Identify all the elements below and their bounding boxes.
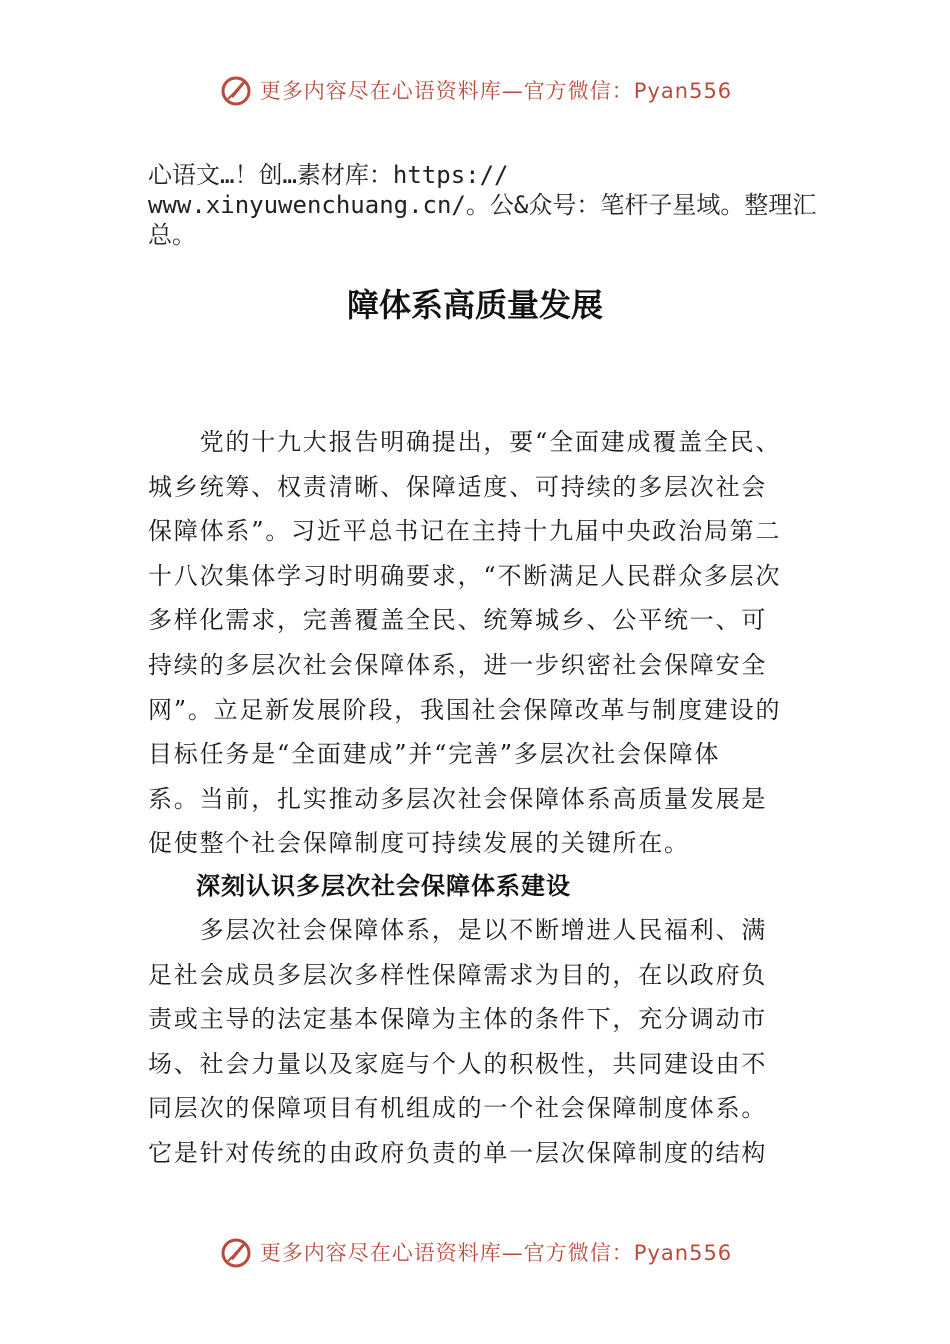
paragraph-line: 促使整个社会保障制度可持续发展的关键所在。 xyxy=(148,829,690,858)
paragraph-line: 系。当前，扎实推动多层次社会保障体系高质量发展是 xyxy=(148,784,768,813)
quill-seal-icon xyxy=(218,1234,254,1270)
paragraph-line: 多层次社会保障体系，是以不断增进人民福利、满 xyxy=(148,916,768,944)
paragraph-line: 持续的多层次社会保障体系，进一步织密社会保障安全 xyxy=(148,650,768,679)
paragraph-line: 多样化需求，完善覆盖全民、统筹城乡、公平统一、可 xyxy=(148,606,768,635)
paragraph-line: 足社会成员多层次多样性保障需求为目的，在以政府负 xyxy=(148,960,768,989)
paragraph-2 xyxy=(148,908,812,1176)
header-note-line: www.xinyuwenchuang.cn/。公&众号：笔杆子星域。整理汇 xyxy=(148,191,817,219)
banner-text: 更多内容尽在心语资料库—官方微信：Pyan556 xyxy=(259,79,733,103)
document-title: 障体系高质量发展 xyxy=(346,286,603,324)
paragraph-line: 党的十九大报告明确提出，要“全面建成覆盖全民、 xyxy=(148,428,782,456)
paragraph-line: 同层次的保障项目有机组成的一个社会保障制度体系。 xyxy=(148,1094,768,1123)
paragraph-line: 保障体系”。习近平总书记在主持十九届中央政治局第二 xyxy=(148,517,782,546)
header-note-line: 心语文…！创…素材库：https:// xyxy=(148,161,509,189)
paragraph-line: 目标任务是“全面建成”并“完善”多层次社会保障体 xyxy=(148,740,721,769)
section-heading: 深刻认识多层次社会保障体系建设 xyxy=(196,872,571,900)
paragraph-line: 网”。立足新发展阶段，我国社会保障改革与制度建设的 xyxy=(148,695,782,724)
header-note-line: 总。 xyxy=(148,221,196,249)
top-banner xyxy=(0,72,950,108)
quill-seal-icon xyxy=(218,72,254,108)
banner-text: 更多内容尽在心语资料库—官方微信：Pyan556 xyxy=(259,1241,733,1265)
paragraph-line: 十八次集体学习时明确要求，“不断满足人民群众多层次 xyxy=(148,561,782,590)
paragraph-1 xyxy=(148,420,812,866)
bottom-banner xyxy=(0,1234,950,1270)
paragraph-line: 它是针对传统的由政府负责的单一层次保障制度的结构 xyxy=(148,1138,768,1167)
paragraph-line: 场、社会力量以及家庭与个人的积极性，共同建设由不 xyxy=(148,1049,768,1078)
paragraph-line: 责或主导的法定基本保障为主体的条件下，充分调动市 xyxy=(148,1005,768,1034)
paragraph-line: 城乡统筹、权责清晰、保障适度、可持续的多层次社会 xyxy=(148,472,768,501)
header-note xyxy=(148,160,848,250)
